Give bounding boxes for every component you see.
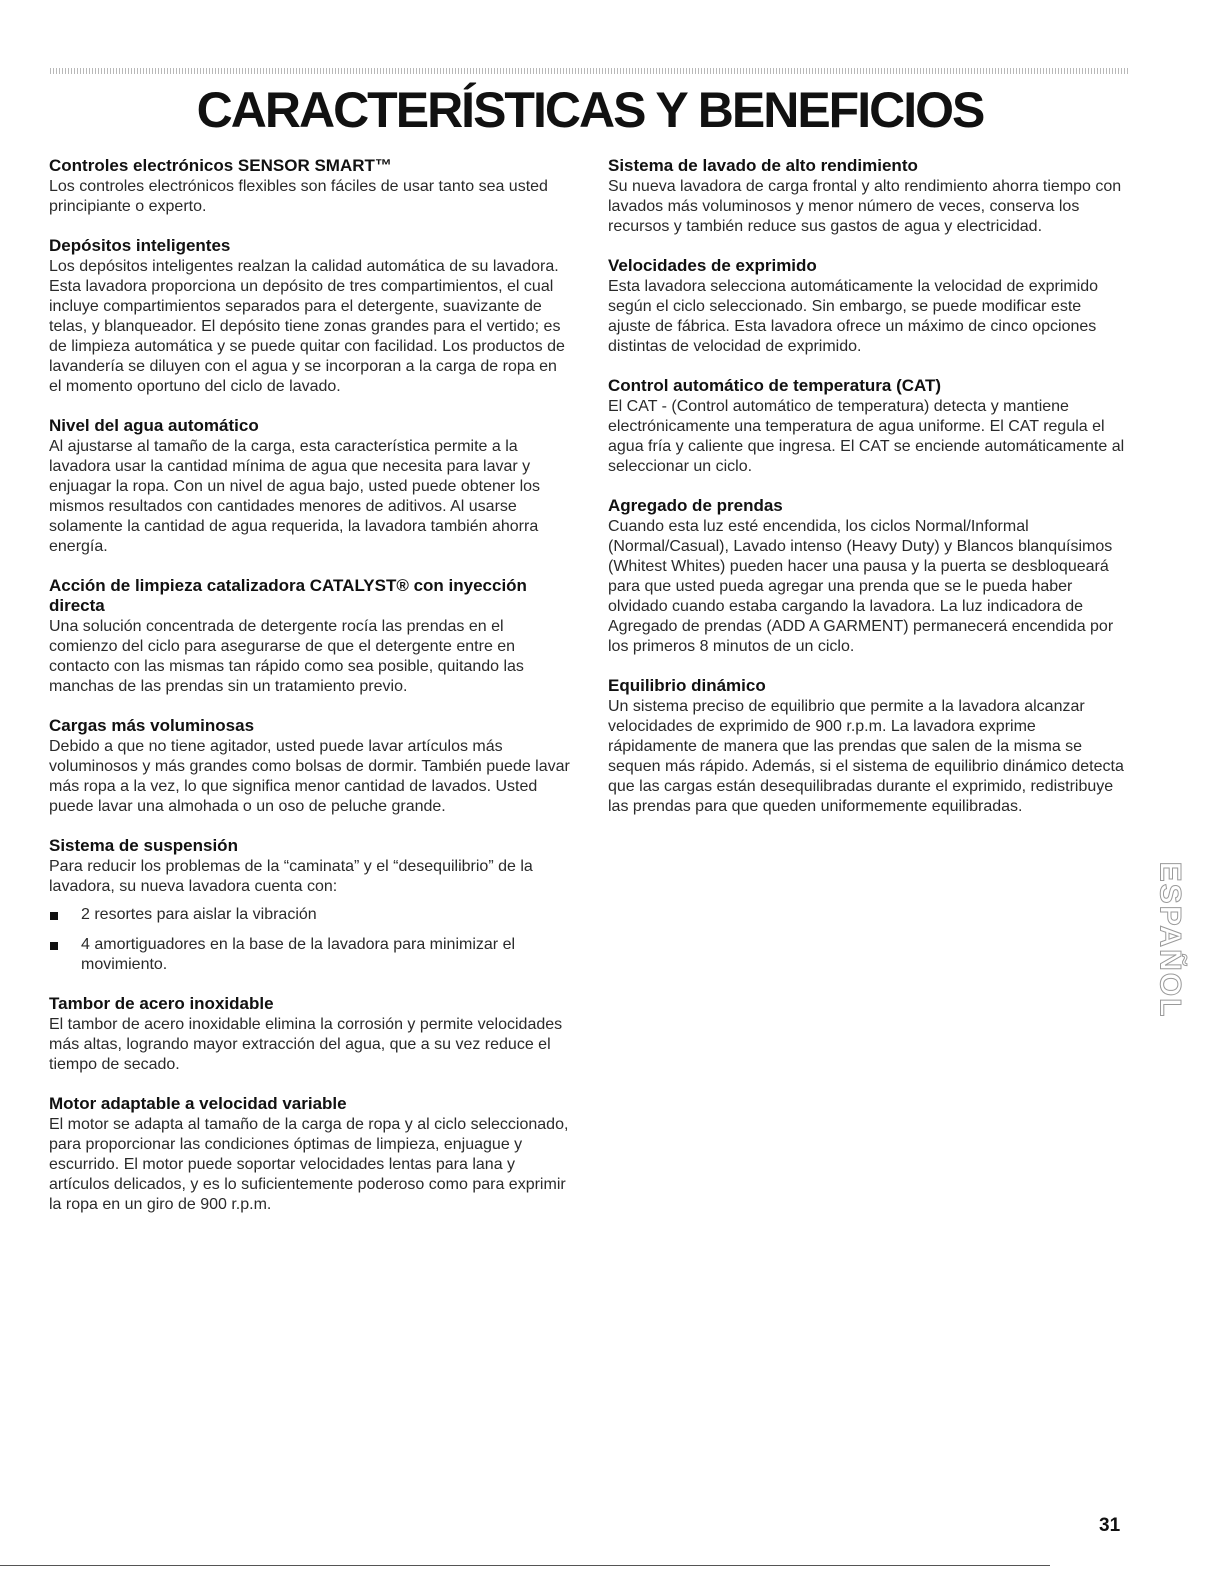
section-body: Los depósitos inteligentes realzan la calidad automática de su lavadora. Esta lavadora proporciona un depósito de tres compartimientos, el cual incluye compartimientos separados para el detergente, suavizante de telas, y blanqueador. El depósito tiene zonas grandes para el vertido; es de limpieza automática y se puede quitar con facilidad. Los productos de lavandería se diluyen con el agua y se incorporan a la carga de ropa en el momento oportuno del ciclo de lavado. (49, 258, 565, 395)
section-heading: Motor adaptable a velocidad variable (49, 1094, 347, 1113)
section-heading: Velocidades de exprimido (608, 256, 817, 275)
list-item (49, 905, 573, 925)
section-cat (608, 376, 1128, 477)
section-heading: Tambor de acero inoxidable (49, 994, 274, 1013)
page-number: 31 (1099, 1515, 1121, 1536)
section-heading: Acción de limpieza catalizadora CATALYST® con inyección directa (49, 576, 527, 615)
section-body: Para reducir los problemas de la “caminata” y el “desequilibrio” de la lavadora, su nueva lavadora cuenta con: (49, 858, 533, 895)
section-cargas (49, 716, 573, 817)
section-nivel-agua (49, 416, 573, 557)
section-body: El motor se adapta al tamaño de la carga de ropa y al ciclo seleccionado, para proporcionar las condiciones óptimas de limpieza, enjuague y escurrido. El motor puede soportar velocidades lentas para lana y artículos delicados, y es lo suficientemente poderoso como para exprimir la ropa en un giro de 900 r.p.m. (49, 1116, 569, 1213)
side-tab-label: ESPAÑOL (1153, 861, 1187, 1019)
bottom-rule (0, 1565, 1050, 1566)
section-body: El CAT - (Control automático de temperatura) detecta y mantiene electrónicamente una temperatura de agua uniforme. El CAT regula el agua fría y caliente que ingresa. El CAT se enciende automáticamente al seleccionar un ciclo. (608, 398, 1125, 475)
list-item-text: 2 resortes para aislar la vibración (81, 906, 317, 923)
section-depositos (49, 236, 573, 397)
page-title: CARACTERÍSTICAS Y BENEFICIOS (196, 82, 984, 138)
square-bullet-icon (50, 942, 58, 950)
section-heading: Control automático de temperatura (CAT) (608, 376, 942, 395)
language-side-tab (1152, 820, 1186, 1060)
section-body: Cuando esta luz esté encendida, los ciclos Normal/Informal (Normal/Casual), Lavado intenso (Heavy Duty) y Blancos blanquísimos (Whitest Whites) pueden hacer una pausa y la puerta se desbloqueará para que usted pueda agregar una prenda que se le pueda haber olvidado cuando estaba cargando la lavadora. La luz indicadora de Agregado de prendas (ADD A GARMENT) permanecerá encendida por los primeros 8 minutos de un ciclo. (608, 518, 1114, 655)
section-heading: Nivel del agua automático (49, 416, 259, 435)
section-equilibrio (608, 676, 1128, 817)
right-column (608, 156, 1128, 836)
section-heading: Agregado de prendas (608, 496, 783, 515)
section-agregado (608, 496, 1128, 657)
section-motor (49, 1094, 573, 1215)
section-body: Al ajustarse al tamaño de la carga, esta característica permite a la lavadora usar la cantidad mínima de agua que necesita para lavar y enjuagar la ropa. Con un nivel de agua bajo, usted puede obtener los mismos resultados con cantidades menores de aditivos. Al usarse solamente la cantidad de agua requerida, la lavadora también ahorra energía. (49, 438, 541, 555)
section-body: Su nueva lavadora de carga frontal y alto rendimiento ahorra tiempo con lavados más voluminosos y menor número de veces, conserva los recursos y también reduce sus gastos de agua y electricidad. (608, 178, 1122, 235)
section-body: Una solución concentrada de detergente rocía las prendas en el comienzo del ciclo para asegurarse de que el detergente entre en contacto con las mismas tan rápido como sea posible, quitando las manchas de las prendas sin un tratamiento previo. (49, 618, 524, 695)
square-bullet-icon (50, 912, 58, 920)
section-body: Debido a que no tiene agitador, usted puede lavar artículos más voluminosos y más grandes como bolsas de dormir. También puede lavar más ropa a la vez, lo que significa menor cantidad de lavados. Usted puede lavar una almohada o un oso de peluche grande. (49, 738, 570, 815)
section-heading: Equilibrio dinámico (608, 676, 766, 695)
section-heading: Sistema de lavado de alto rendimiento (608, 156, 918, 175)
left-column (49, 156, 573, 1234)
section-heading: Cargas más voluminosas (49, 716, 255, 735)
section-suspension (49, 836, 573, 975)
section-tambor (49, 994, 573, 1075)
section-body: El tambor de acero inoxidable elimina la corrosión y permite velocidades más altas, logrando mayor extracción del agua, que a su vez reduce el tiempo de secado. (49, 1016, 563, 1073)
section-heading: Controles electrónicos SENSOR SMART™ (49, 156, 392, 175)
list-item (49, 935, 573, 975)
section-body: Esta lavadora selecciona automáticamente la velocidad de exprimido según el ciclo seleccionado. Sin embargo, se puede modificar este ajuste de fábrica. Esta lavadora ofrece un máximo de cinco opciones distintas de velocidad de exprimido. (608, 278, 1099, 355)
top-rule (50, 68, 1128, 74)
section-heading: Depósitos inteligentes (49, 236, 231, 255)
section-body: Un sistema preciso de equilibrio que permite a la lavadora alcanzar velocidades de exprimido de 900 r.p.m. La lavadora exprime rápidamente de manera que las prendas que salen de la misma se sequen más rápido. Además, si el sistema de equilibrio dinámico detecta que las cargas están desequilibradas durante el exprimido, redistribuye las prendas para que queden uniformemente equilibradas. (608, 698, 1124, 815)
section-body: Los controles electrónicos flexibles son fáciles de usar tanto sea usted principiante o experto. (49, 178, 548, 215)
list-item-text: 4 amortiguadores en la base de la lavadora para minimizar el movimiento. (81, 936, 516, 973)
section-alto-rendimiento (608, 156, 1128, 237)
section-sensor-smart (49, 156, 573, 217)
section-velocidades (608, 256, 1128, 357)
section-heading: Sistema de suspensión (49, 836, 238, 855)
bullet-list (49, 905, 573, 975)
section-catalyst (49, 576, 573, 697)
